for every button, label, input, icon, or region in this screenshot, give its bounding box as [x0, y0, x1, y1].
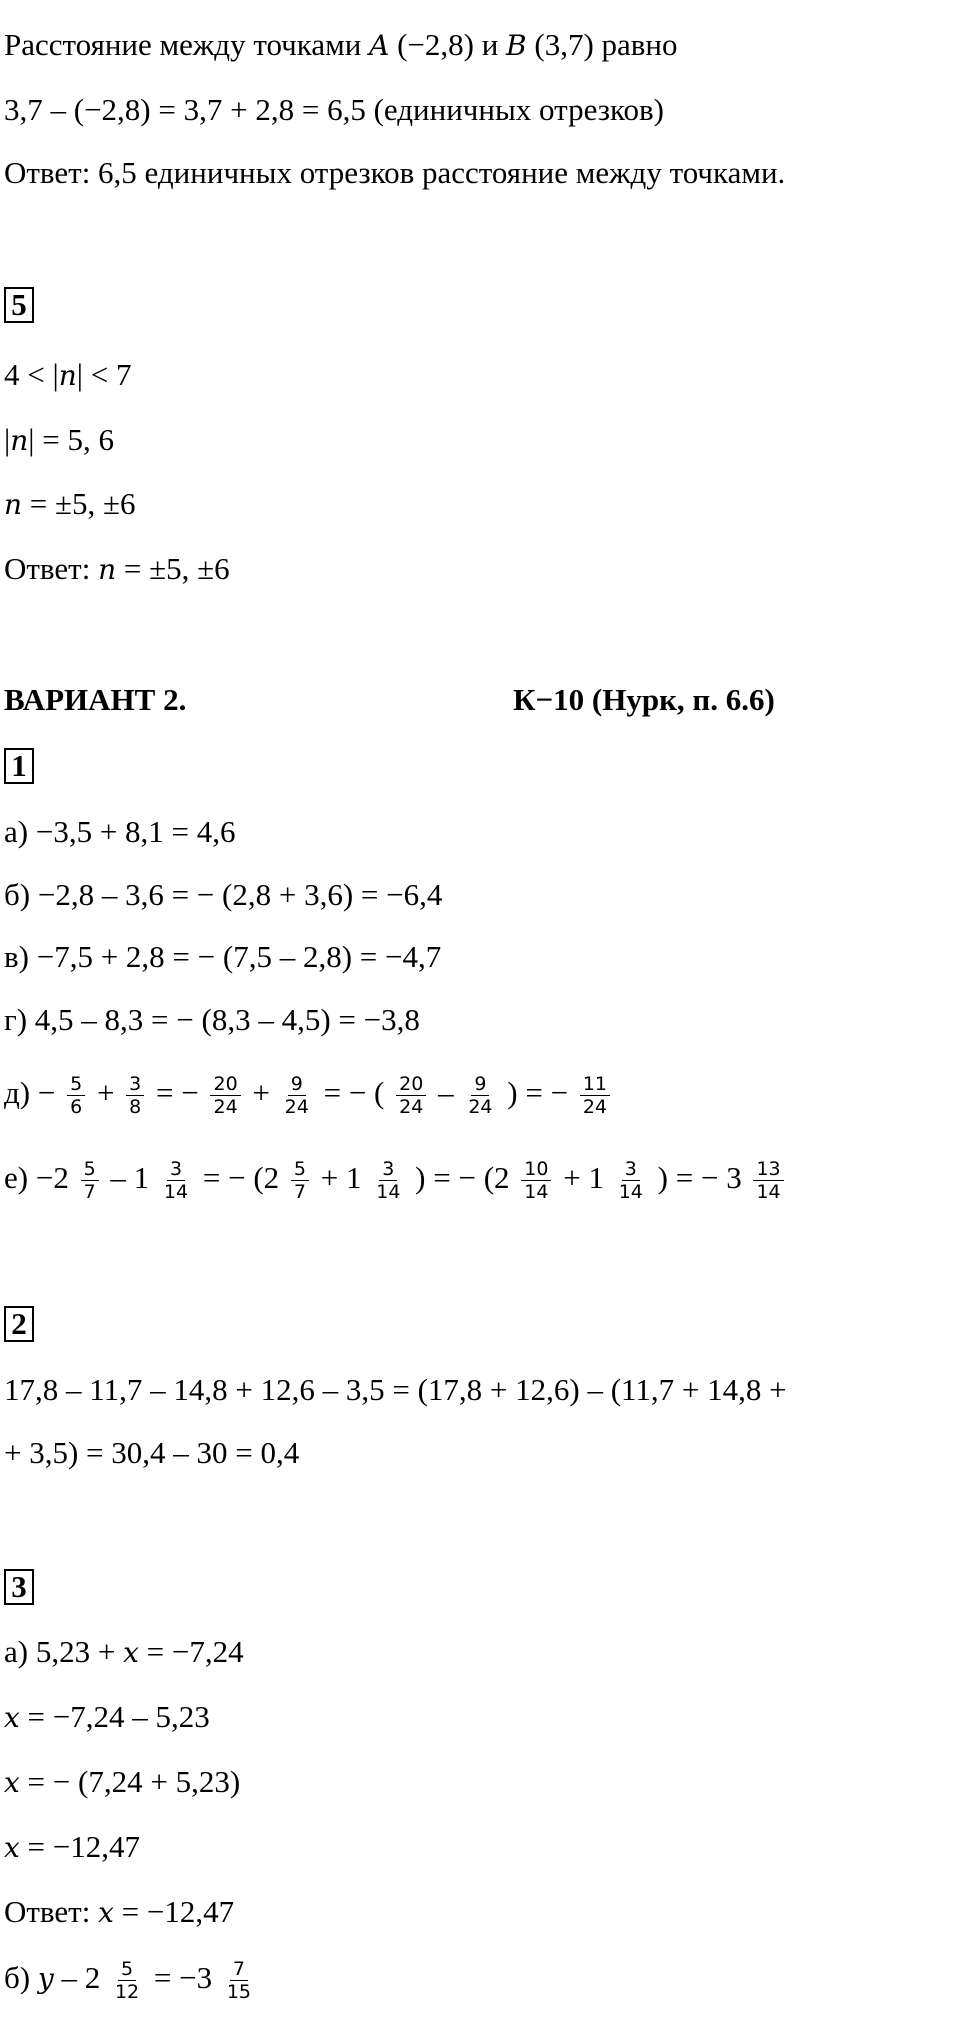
- task-1-number: 1: [4, 746, 34, 786]
- fraction: $\frac{20}{24}$: [210, 1073, 240, 1118]
- prev-line-1: Расстояние между точками A (−2,8) и B (3,7) равно: [4, 27, 678, 62]
- variant-title: ВАРИАНТ 2.: [4, 682, 187, 717]
- prev-answer: Ответ: 6,5 единичных отрезков расстояние между точками.: [4, 155, 786, 190]
- fraction: $\frac{3}{14}$: [376, 1158, 401, 1204]
- fraction: $\frac{9}{24}$: [284, 1073, 309, 1119]
- fraction: $\frac{3}{14}$: [163, 1158, 189, 1204]
- fraction: $\frac{5}{6}$: [67, 1073, 85, 1118]
- fraction: $\frac{5}{7}$: [81, 1158, 99, 1203]
- task-2-line-1: 17,8 – 11,7 – 14,8 + 12,6 – 3,5 = (17,8 + 12,6) – (11,7 + 14,8 +: [4, 1372, 787, 1407]
- fraction: $\frac{5}{7}$: [291, 1158, 309, 1203]
- fraction: $\frac{7}{15}$: [226, 1958, 252, 2004]
- task-3-b-line-1: б) y – 2 $\frac{5}{12}$ = −3 $\frac{7}{15}$: [4, 1958, 258, 2003]
- prev-line-2: 3,7 – (−2,8) = 3,7 + 2,8 = 6,5 (единичных отрезков): [4, 92, 664, 127]
- task-5-line-1: 4 < |n| < 7: [4, 357, 132, 392]
- task-5-answer: Ответ: n = ±5, ±6: [4, 551, 230, 586]
- task-5-line-2: |n| = 5, 6: [4, 422, 114, 457]
- task-3-number: 3: [4, 1567, 34, 1607]
- task-2-line-2: + 3,5) = 30,4 – 30 = 0,4: [4, 1435, 300, 1470]
- task-1-v: в) −7,5 + 2,8 = − (7,5 – 2,8) = −4,7: [4, 939, 442, 974]
- task-3-a-line-4: x = −12,47: [4, 1829, 141, 1864]
- task-2-number: 2: [4, 1304, 34, 1344]
- task-3-a-answer: Ответ: x = −12,47: [4, 1894, 235, 1929]
- fraction: $\frac{11}{24}$: [580, 1073, 610, 1118]
- fraction: $\frac{9}{24}$: [468, 1073, 493, 1119]
- task-1-e: е) −2 $\frac{5}{7}$ – 1 $\frac{3}{14}$ = − (2 $\frac{5}{7}$ + 1 $\frac{3}{14}$ ) = − (2 $\frac{10}{14}$ + 1 $\frac{3}{14}$ ) = − 3 $\frac{13}{14}$: [4, 1158, 788, 1203]
- fraction: $\frac{20}{24}$: [396, 1073, 426, 1118]
- fraction: $\frac{5}{12}$: [114, 1958, 140, 2004]
- fraction: $\frac{3}{14}$: [618, 1158, 643, 1204]
- task-1-b: б) −2,8 – 3,6 = − (2,8 + 3,6) = −6,4: [4, 877, 443, 912]
- task-3-a-line-2: x = −7,24 – 5,23: [4, 1699, 210, 1734]
- task-1-d: д) − $\frac{5}{6}$ + $\frac{3}{8}$ = − $\frac{20}{24}$ + $\frac{9}{24}$ = − ( $\frac{20}{24}$ – $\frac{9}{24}$ ) = − $\frac{11}{24}$: [4, 1073, 614, 1118]
- fraction: $\frac{10}{14}$: [521, 1158, 551, 1203]
- task-5-number: 5: [4, 285, 34, 325]
- variant-reference: К−10 (Нурк, п. 6.6): [513, 682, 775, 717]
- task-5-line-3: n = ±5, ±6: [4, 486, 136, 521]
- task-1-a: а) −3,5 + 8,1 = 4,6: [4, 814, 236, 849]
- task-3-a-line-3: x = − (7,24 + 5,23): [4, 1764, 241, 1799]
- task-1-g: г) 4,5 – 8,3 = − (8,3 – 4,5) = −3,8: [4, 1002, 420, 1037]
- task-3-a-line-1: а) 5,23 + x = −7,24: [4, 1634, 244, 1669]
- fraction: $\frac{13}{14}$: [753, 1158, 783, 1203]
- fraction: $\frac{3}{8}$: [126, 1073, 144, 1118]
